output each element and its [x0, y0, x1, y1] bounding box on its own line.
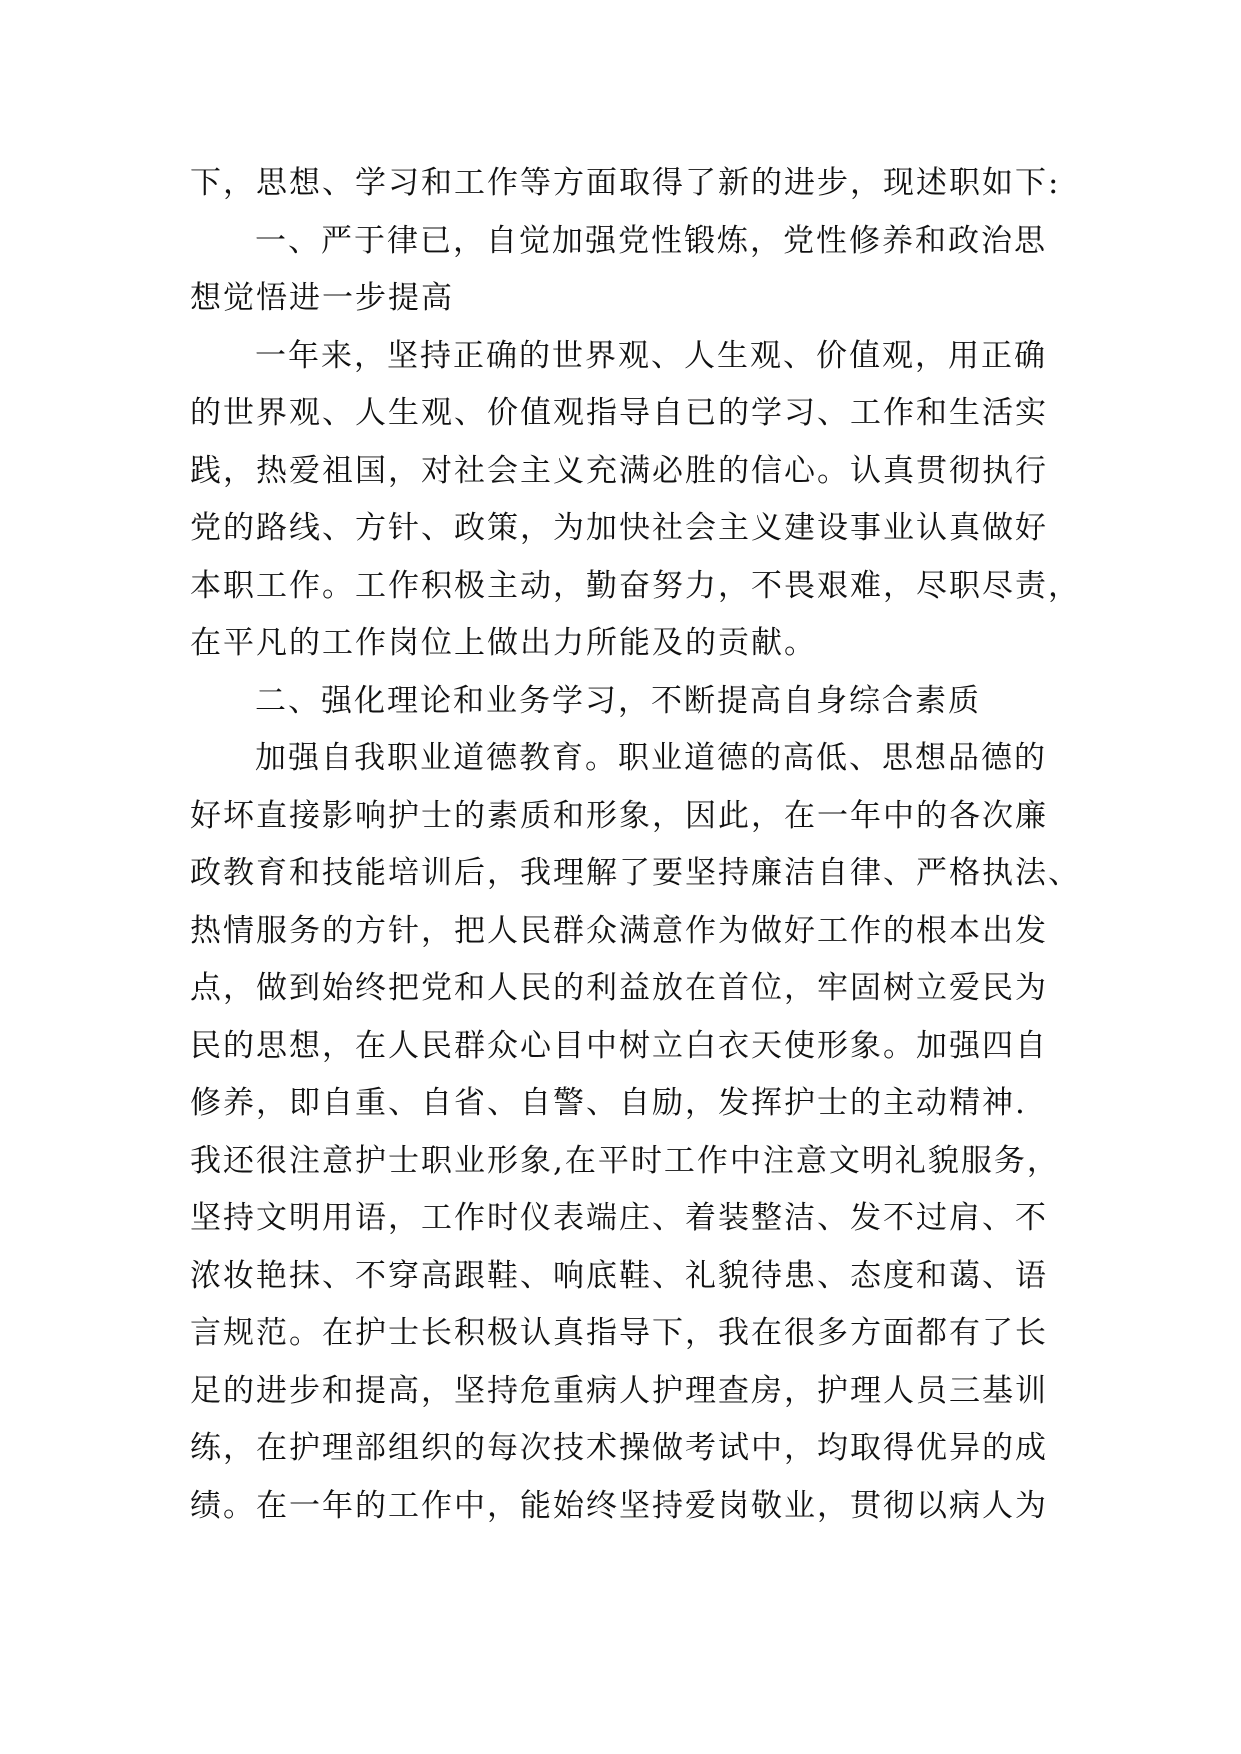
text-line: 足的进步和提高，坚持危重病人护理查房，护理人员三基训 [190, 1372, 1048, 1409]
text-line: 坚持文明用语，工作时仪表端庄、着装整洁、发不过肩、不 [190, 1200, 1048, 1236]
document-body [190, 155, 1081, 1535]
text-line: 我还很注意护士职业形象,在平时工作中注意文明礼貌服务， [190, 1142, 1060, 1179]
text-line: 党的路线、方针、政策，为加快社会主义建设事业认真做好 [190, 510, 1048, 546]
text-line: 点，做到始终把党和人民的利益放在首位，牢固树立爱民为 [190, 970, 1048, 1006]
text-line: 民的思想，在人民群众心目中树立白衣天使形象。加强四自 [190, 1027, 1048, 1064]
text-line: 加强自我职业道德教育。职业道德的高低、思想品德的 [255, 740, 1047, 776]
text-line: 想觉悟进一步提高 [190, 280, 454, 316]
text-line: 政教育和技能培训后，我理解了要坚持廉洁自律、严格执法、 [190, 855, 1081, 891]
text-line: 一年来，坚持正确的世界观、人生观、价值观，用正确 [255, 337, 1047, 374]
text-line: 热情服务的方针，把人民群众满意作为做好工作的根本出发 [190, 912, 1048, 949]
text-line: 修养，即自重、自省、自警、自励，发挥护士的主动精神. [190, 1085, 1027, 1121]
text-line: 一、严于律已，自觉加强党性锻炼，党性修养和政治思 [255, 222, 1047, 259]
text-line: 浓妆艳抹、不穿高跟鞋、响底鞋、礼貌待患、态度和蔼、语 [190, 1257, 1048, 1294]
text-line: 践，热爱祖国，对社会主义充满必胜的信心。认真贯彻执行 [190, 452, 1048, 489]
text-line: 绩。在一年的工作中，能始终坚持爱岗敬业，贯彻以病人为 [190, 1487, 1048, 1524]
text-line: 二、强化理论和业务学习，不断提高自身综合素质 [255, 682, 981, 719]
text-line: 本职工作。工作积极主动，勤奋努力，不畏艰难，尽职尽责， [190, 567, 1081, 604]
text-line: 言规范。在护士长积极认真指导下，我在很多方面都有了长 [190, 1315, 1048, 1351]
text-line: 下，思想、学习和工作等方面取得了新的进步，现述职如下: [190, 165, 1061, 201]
text-line: 在平凡的工作岗位上做出力所能及的贡献。 [190, 625, 817, 661]
text-line: 好坏直接影响护士的素质和形象，因此，在一年中的各次廉 [190, 797, 1048, 834]
text-line: 的世界观、人生观、价值观指导自已的学习、工作和生活实 [190, 395, 1048, 431]
text-line: 练，在护理部组织的每次技术操做考试中，均取得优异的成 [190, 1430, 1048, 1466]
